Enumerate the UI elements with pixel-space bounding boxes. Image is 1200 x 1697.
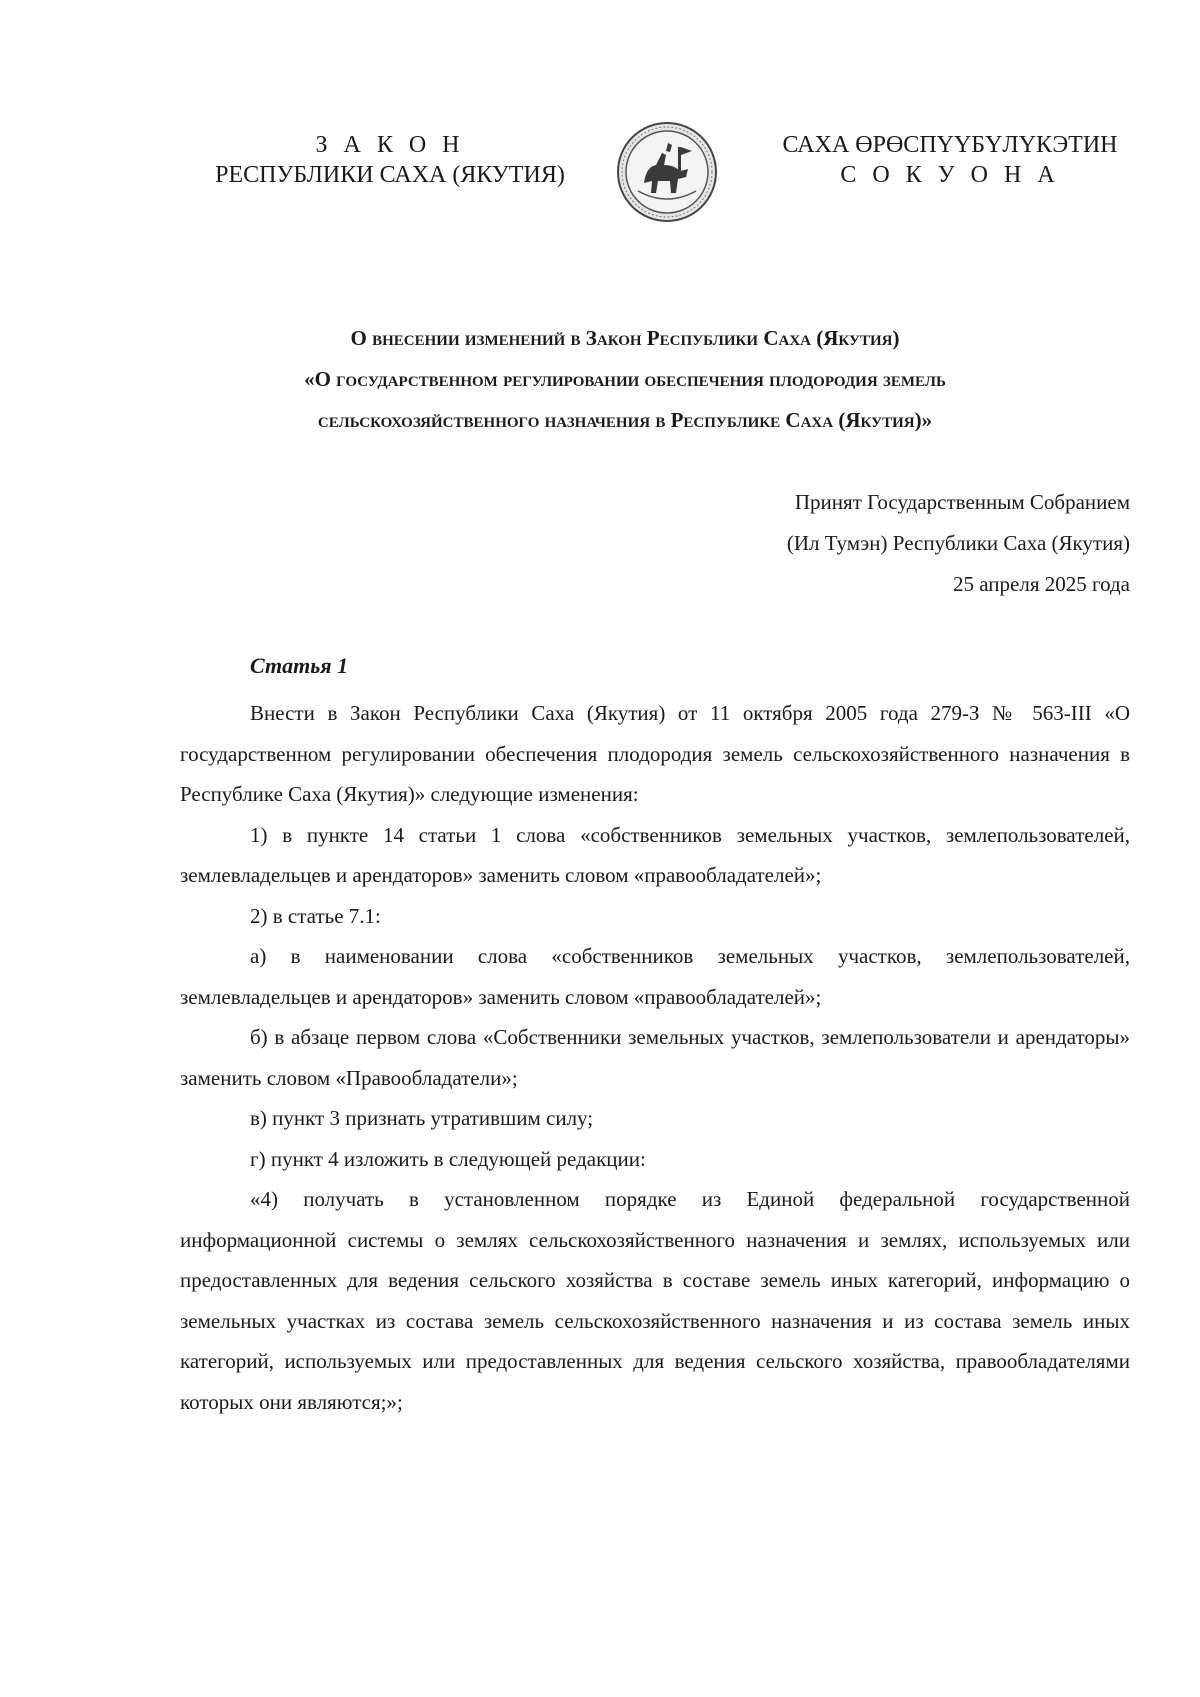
paragraph: «4) получать в установленном порядке из Единой федеральной государственной информационной системы о землях сельскохозяйственного назначения и землях, используемых или предоставленных для ведения сельского хозяйства в составе земель иных категорий, информацию о земельных участках из состава земель сельскохозяйственного назначения и из состава земель иных категорий, используемых или предоставленных для ведения сельского хозяйства, правообладателями которых они являются;»; xyxy=(180,1187,1130,1414)
header-right-line1: САХА ӨРӨСПҮҮБҮЛҮКЭТИН xyxy=(782,132,1118,158)
paragraph: б) в абзаце первом слова «Собственники земельных участков, землепользователи и арендаторы» заменить словом «Правообладатели»; xyxy=(180,1025,1130,1090)
paragraph: 1) в пункте 14 статьи 1 слова «собственников земельных участков, землепользователей, землевладельцев и арендаторов» заменить словом «правообладателей»; xyxy=(180,822,1130,887)
coat-of-arms-icon xyxy=(616,121,718,223)
title-line1: О внесении изменений в Закон Республики Саха (Якутия) xyxy=(350,326,900,350)
paragraph: Внести в Закон Республики Саха (Якутия) от 11 октября 2005 года 279-З № 563-III «О государственном регулировании обеспечения плодородия земель сельскохозяйственного назначения в Республике Саха (Якутия)» следующие изменения: xyxy=(180,701,1130,806)
paragraph: а) в наименовании слова «собственников земельных участков, землепользователей, землевладельцев и арендаторов» заменить словом «правообладателей»; xyxy=(180,944,1130,1009)
paragraph: 2) в статье 7.1: xyxy=(250,903,381,928)
header-right-line2: С О К У О Н А xyxy=(840,162,1060,188)
article-heading: Статья 1 xyxy=(250,653,349,678)
adoption-block xyxy=(600,482,1130,605)
article-body xyxy=(180,693,1130,1422)
paragraph: г) пункт 4 изложить в следующей редакции: xyxy=(250,1146,646,1171)
document-title xyxy=(160,318,1090,441)
title-line3: сельскохозяйственного назначения в Республике Саха (Якутия)» xyxy=(317,408,933,432)
title-line2: «О государственном регулировании обеспечения плодородия земель xyxy=(304,367,946,391)
paragraph: в) пункт 3 признать утратившим силу; xyxy=(250,1106,594,1130)
header-left-line2: РЕСПУБЛИКИ САХА (ЯКУТИЯ) xyxy=(215,162,565,188)
adoption-line2: (Ил Тумэн) Республики Саха (Якутия) xyxy=(786,531,1130,555)
header-left-line1: З А К О Н xyxy=(315,132,465,158)
header-left xyxy=(200,130,580,190)
adoption-date: 25 апреля 2025 года xyxy=(953,572,1130,596)
header-right xyxy=(760,130,1140,190)
adoption-line1: Принят Государственным Собранием xyxy=(794,490,1130,514)
